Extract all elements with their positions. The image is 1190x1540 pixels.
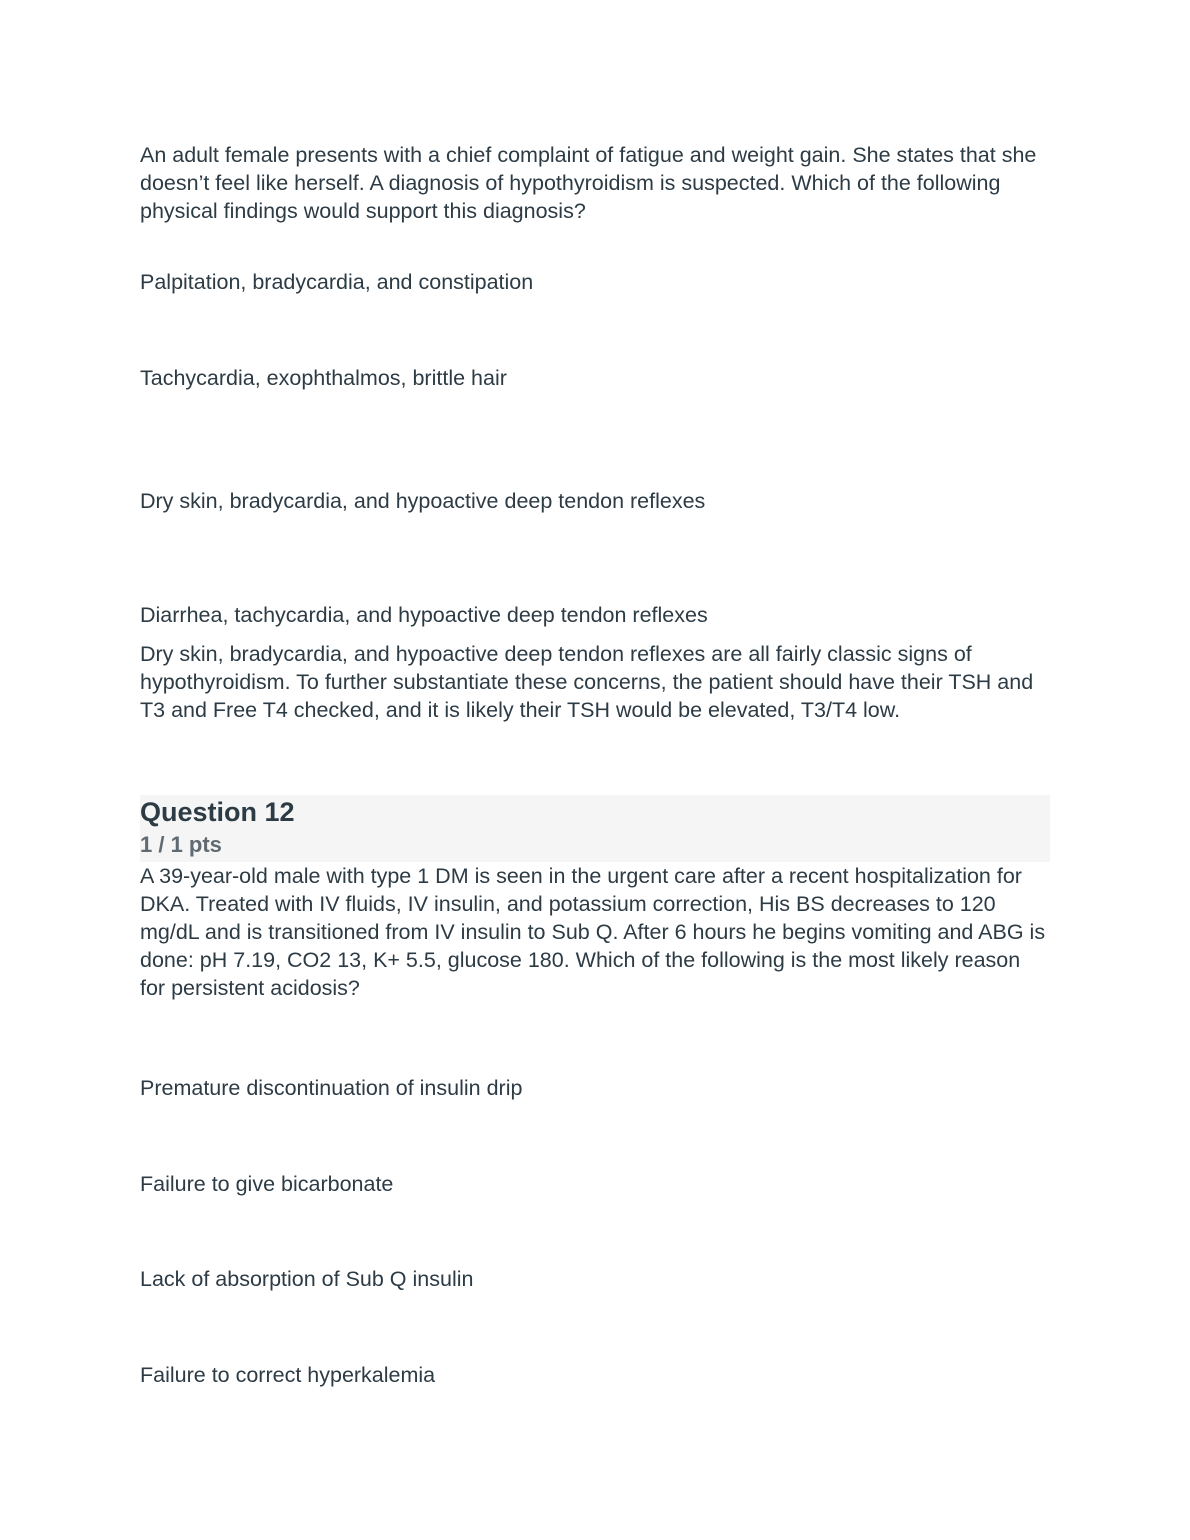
question-11-answer-1[interactable]: Palpitation, bradycardia, and constipation <box>140 270 534 294</box>
question-11-explanation: Dry skin, bradycardia, and hypoactive deep tendon reflexes are all fairly classic signs of hypothyroidism. To further substantiate these concerns, the patient should have their TSH and T3 and Free T4 checked, and it is likely their TSH would be elevated, T3/T4 low. <box>140 642 1034 722</box>
question-12-prompt: A 39-year-old male with type 1 DM is seen in the urgent care after a recent hospitalization for DKA. Treated with IV fluids, IV insulin, and potassium correction, His BS decreases to 120 mg/dL and is transitioned from IV insulin to Sub Q. After 6 hours he begins vomiting and ABG is done: pH 7.19, CO2 13, K+ 5.5, glucose 180. Which of the following is the most likely reason for persistent acidosis? <box>140 864 1046 1000</box>
question-11-answer-2[interactable]: Tachycardia, exophthalmos, brittle hair <box>140 366 507 390</box>
question-12-title: Question 12 <box>140 797 295 827</box>
question-12-answer-1[interactable]: Premature discontinuation of insulin drip <box>140 1076 523 1100</box>
question-11-answer-4[interactable]: Diarrhea, tachycardia, and hypoactive deep tendon reflexes <box>140 603 708 627</box>
question-11-prompt: An adult female presents with a chief complaint of fatigue and weight gain. She states that she doesn’t feel like herself. A diagnosis of hypothyroidism is suspected. Which of the following physical findings would support this diagnosis? <box>140 143 1037 223</box>
question-12-answer-3[interactable]: Lack of absorption of Sub Q insulin <box>140 1267 474 1291</box>
question-12-answer-2[interactable]: Failure to give bicarbonate <box>140 1172 394 1196</box>
question-11-answer-3[interactable]: Dry skin, bradycardia, and hypoactive deep tendon reflexes <box>140 489 706 513</box>
question-12-header <box>140 795 1050 862</box>
question-12-points: 1 / 1 pts <box>140 832 222 857</box>
question-12-answer-4[interactable]: Failure to correct hyperkalemia <box>140 1363 436 1387</box>
